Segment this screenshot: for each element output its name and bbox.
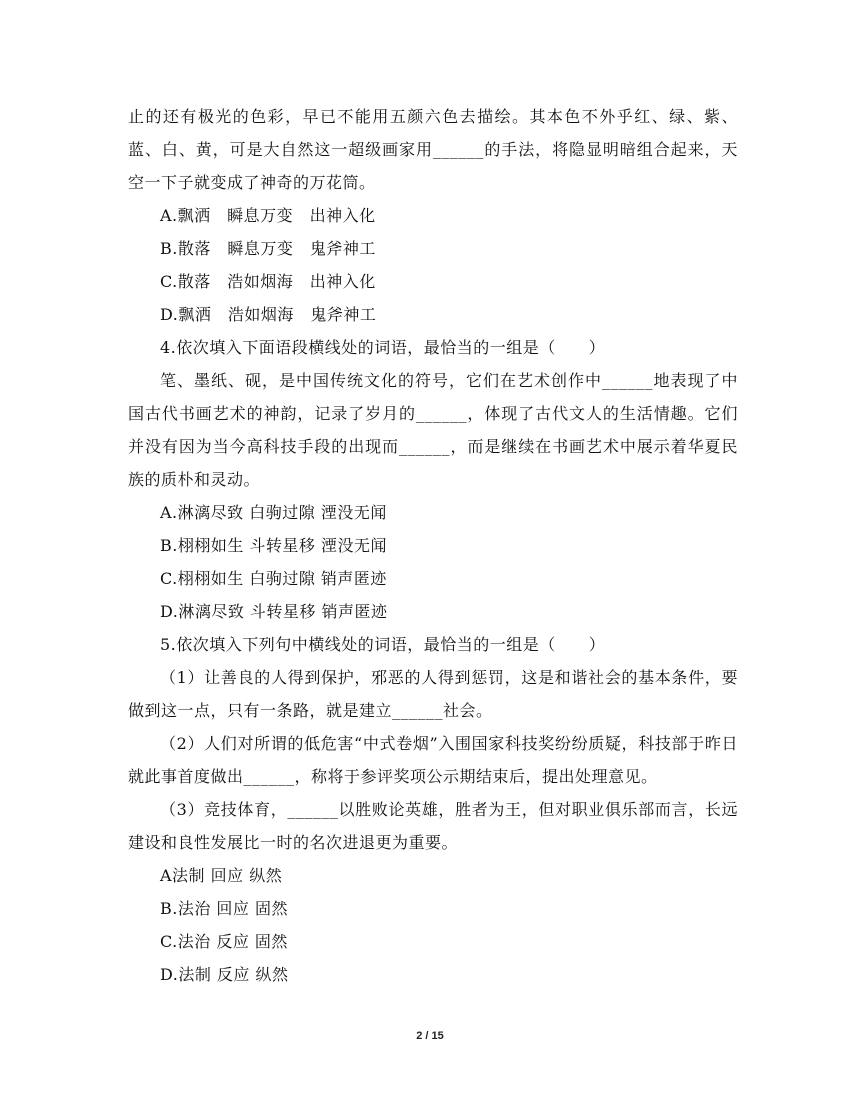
option-a: A.飘洒 瞬息万变 出神入化 — [160, 206, 376, 225]
continued-paragraph: 止的还有极光的色彩，早已不能用五颜六色去描绘。其本色不外乎红、绿、紫、蓝、白、黄，可是大自然这一超级画家用______的手法，将隐显明暗组合起来，天空一下子就变成了神奇的万花筒。 — [128, 107, 738, 192]
option-d: D.淋漓尽致 斗转星移 销声匿迹 — [160, 602, 388, 621]
option-a: A.淋漓尽致 白驹过隙 湮没无闻 — [160, 503, 387, 522]
option-d: D.飘洒 浩如烟海 鬼斧神工 — [160, 305, 377, 324]
option-c: C.法治 反应 固然 — [160, 932, 288, 951]
option-d: D.法制 反应 纵然 — [160, 965, 289, 984]
question-5-options — [128, 859, 738, 991]
option-a: A法制 回应 纵然 — [160, 866, 283, 885]
question-4-options — [128, 496, 738, 628]
option-b: B.栩栩如生 斗转星移 湮没无闻 — [160, 536, 388, 555]
question-5-sentence-3: （3）竞技体育，______以胜败论英雄，胜者为王，但对职业俱乐部而言，长远建设和良性发展比一时的名次进退更为重要。 — [128, 800, 738, 852]
option-c: C.散落 浩如烟海 出神入化 — [160, 272, 376, 291]
page-number: 2 / 15 — [416, 1030, 444, 1042]
question-5-sentence-1: （1）让善良的人得到保护，邪恶的人得到惩罚，这是和谐社会的基本条件，要做到这一点，只有一条路，就是建立______社会。 — [128, 668, 738, 720]
option-b: B.法治 回应 固然 — [160, 899, 289, 918]
option-c: C.栩栩如生 白驹过隙 销声匿迹 — [160, 569, 387, 588]
question-5-sentence-2: （2）人们对所谓的低危害“中式卷烟”入围国家科技奖纷纷质疑，科技部于昨日就此事首度做出______，称将于参评奖项公示期结束后，提出处理意见。 — [128, 734, 738, 786]
page-content — [128, 100, 738, 991]
question-5-stem: 5.依次填入下列句中横线处的词语，最恰当的一组是（ ） — [160, 635, 606, 654]
question-4-stem: 4.依次填入下面语段横线处的词语，最恰当的一组是（ ） — [160, 338, 606, 357]
question-3-options — [128, 199, 738, 331]
question-4-passage: 笔、墨纸、砚，是中国传统文化的符号，它们在艺术创作中______地表现了中国古代书画艺术的神韵，记录了岁月的______，体现了古代文人的生活情趣。它们并没有因为当今高科技手段的出现而______，而是继续在书画艺术中展示着华夏民族的质朴和灵动。 — [128, 371, 738, 489]
option-b: B.散落 瞬息万变 鬼斧神工 — [160, 239, 376, 258]
